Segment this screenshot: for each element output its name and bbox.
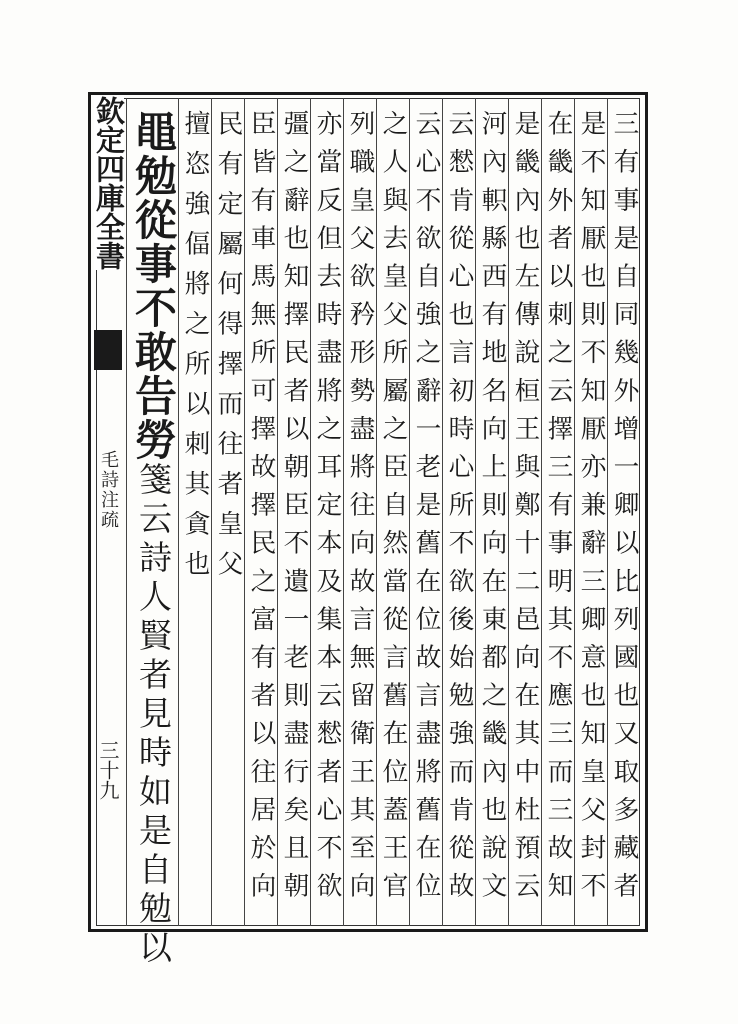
column-rule: [211, 98, 212, 926]
text-column: 河內軹縣西有地名向上則向在東都之畿內也說文: [477, 110, 507, 910]
text-column: 在畿外者以刺之云擇三有事明其不應三而三故知: [543, 110, 573, 910]
text-column: 亦當反但去時盡將之耳定本及集本云憖者心不欲: [312, 110, 342, 910]
text-column: 彊之辭也知擇民者以朝臣不遺一老則盡行矣且朝: [279, 110, 309, 910]
main-annotation: 箋云詩人賢者見時如是自勉以: [134, 462, 173, 969]
text-column: 三有事是自同幾外增一卿以比列國也又取多藏者: [609, 110, 639, 910]
text-column: 擅恣強偪將之所以刺其貪也: [180, 110, 210, 590]
column-rule: [607, 98, 608, 926]
text-column: 民有定屬何得擇而往者皇父: [213, 110, 243, 590]
column-rule: [475, 98, 476, 926]
text-column: 云心不欲自強之辭一老是舊在位故言盡將舊在位: [411, 110, 441, 910]
column-rule: [126, 98, 127, 926]
column-rule: [442, 98, 443, 926]
text-column: 是不知厭也則不知厭亦兼辭三卿意也知皇父封不: [576, 110, 606, 910]
section-label: 毛詩注疏: [98, 450, 119, 530]
book-edge-title: 欽定四庫全書: [92, 96, 126, 270]
column-rule: [508, 98, 509, 926]
text-column: 臣皆有車馬無所可擇故擇民之富有者以往居於向: [246, 110, 276, 910]
text-column: 云憖肯從心也言初時心所不欲後始勉強而肯從故: [444, 110, 474, 910]
text-column: 列職皇父欲矜形勢盡將往向故言無留衛王其至向: [345, 110, 375, 910]
main-heading: 黽勉從事不敢告勞: [129, 110, 178, 462]
page-number: 三十九: [96, 740, 120, 800]
main-text-column: [130, 110, 176, 969]
column-rule: [178, 98, 179, 926]
column-rule: [310, 98, 311, 926]
column-rule: [409, 98, 410, 926]
column-rule: [574, 98, 575, 926]
text-column: 之人與去皇父所屬之臣自然當從言舊在位蓋王官: [378, 110, 408, 910]
fishtail-mark: [94, 330, 122, 370]
column-rule: [277, 98, 278, 926]
column-rule: [376, 98, 377, 926]
text-column: 是畿內也左傳說桓王與鄭十二邑向在其中杜預云: [510, 110, 540, 910]
column-rule: [541, 98, 542, 926]
column-rule: [244, 98, 245, 926]
column-rule: [343, 98, 344, 926]
